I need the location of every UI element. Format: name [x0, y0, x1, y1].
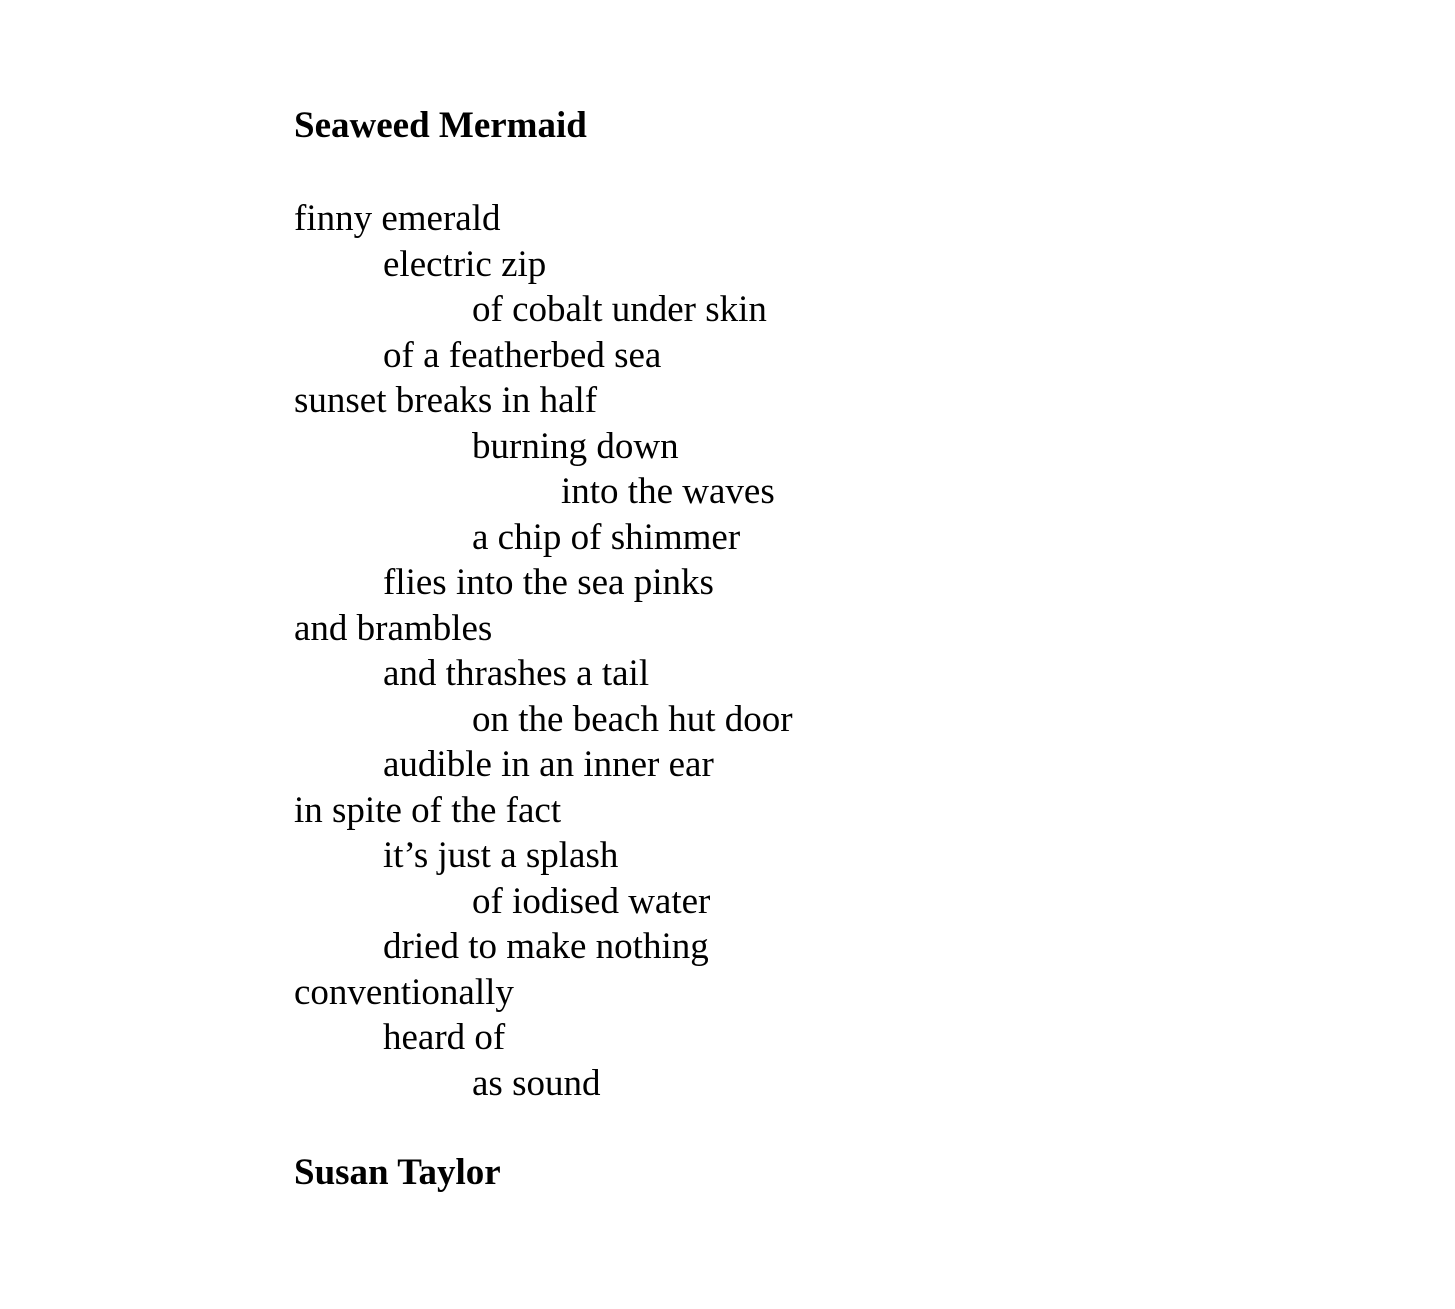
poem-line: as sound	[472, 1062, 601, 1104]
poem-title: Seaweed Mermaid	[294, 105, 587, 146]
poem-line: finny emerald	[294, 198, 501, 239]
poem-line: audible in an inner ear	[383, 744, 714, 785]
poem-line: heard of	[383, 1017, 506, 1058]
poem-line: sunset breaks in half	[294, 380, 598, 421]
poem-line: on the beach hut door	[472, 698, 793, 740]
poem-line: flies into the sea pinks	[383, 562, 714, 603]
poem-line: conventionally	[294, 971, 514, 1013]
poem-line: it’s just a splash	[383, 835, 619, 876]
poem-line: dried to make nothing	[383, 926, 709, 967]
poem-line: burning down	[472, 425, 679, 467]
poem-line: and thrashes a tail	[383, 653, 650, 694]
poem-body	[294, 196, 793, 1106]
poem-line: into the waves	[561, 471, 775, 512]
poem-line: a chip of shimmer	[472, 516, 741, 558]
poem-line: of cobalt under skin	[472, 289, 767, 330]
poem-line: of a featherbed sea	[383, 334, 662, 376]
poem-author: Susan Taylor	[294, 1152, 501, 1193]
poem-line: of iodised water	[472, 880, 711, 922]
poem-line: electric zip	[383, 243, 547, 285]
poem-line: in spite of the fact	[294, 789, 562, 831]
poem-line: and brambles	[294, 607, 493, 649]
